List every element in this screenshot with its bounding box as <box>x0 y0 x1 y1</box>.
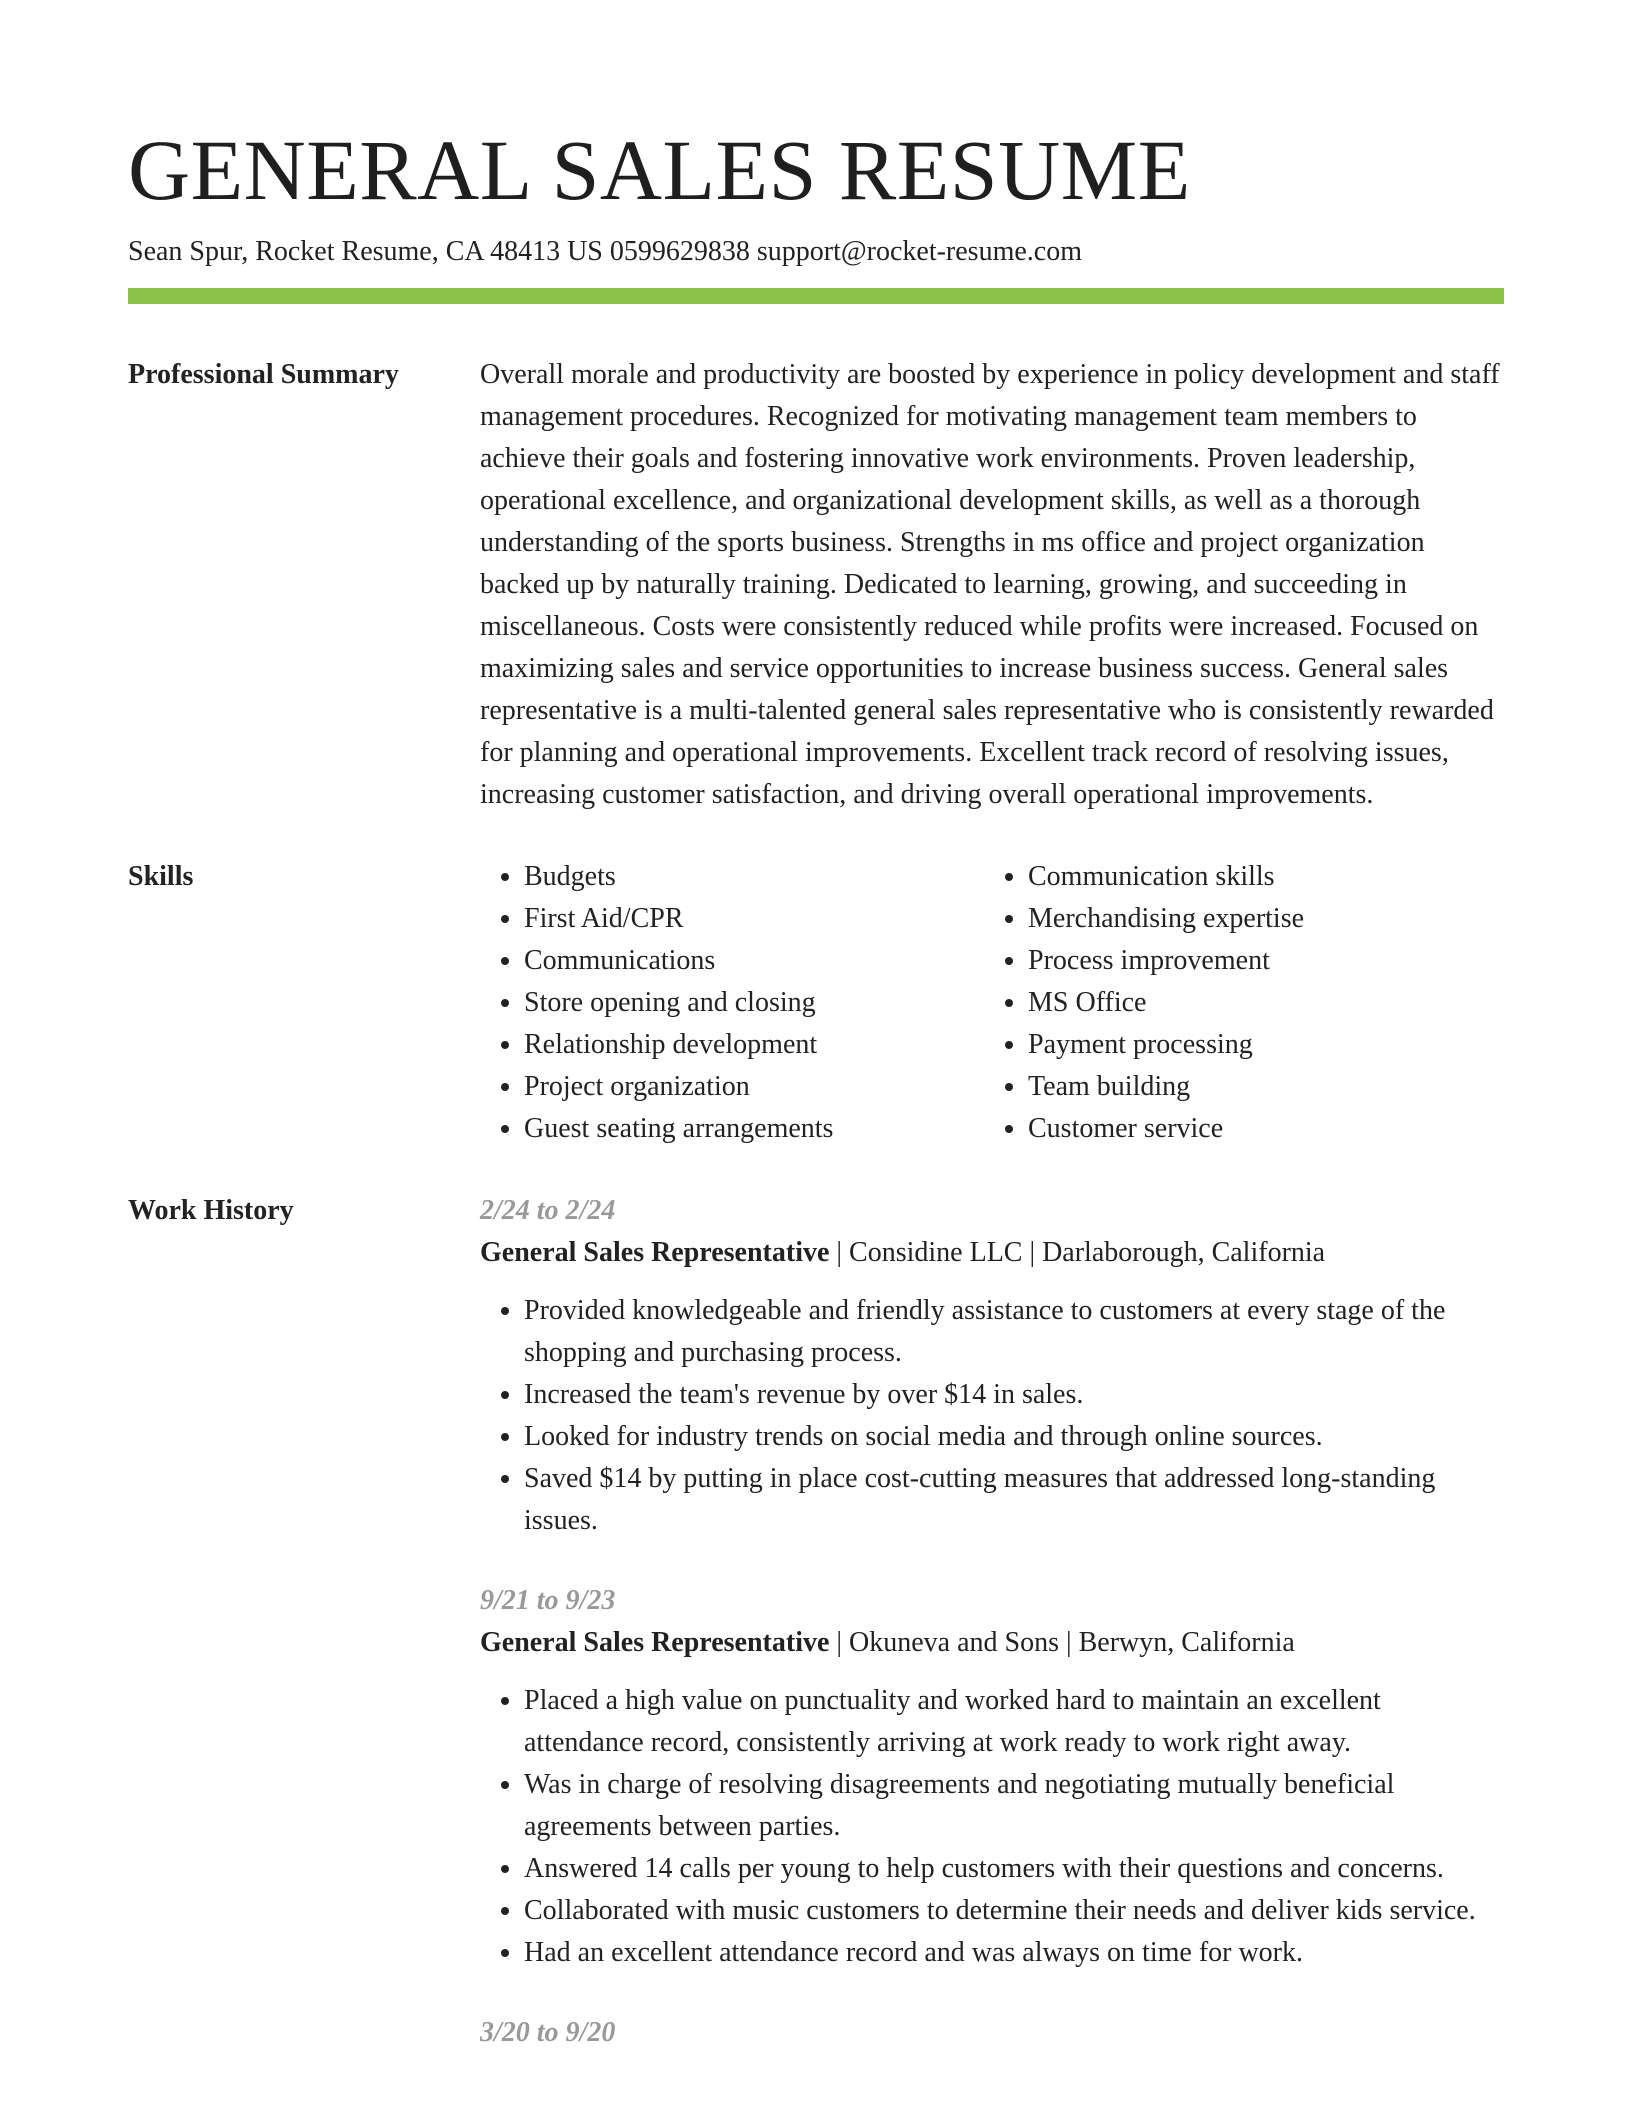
skill-item: • Project organization <box>524 1066 984 1108</box>
skill-item: • First Aid/CPR <box>524 898 984 940</box>
job-entry <box>480 1190 1504 1542</box>
job-bullet: • Was in charge of resolving disagreements and negotiating mutually beneficial agreements between parties. <box>524 1764 1504 1848</box>
job-bullet: • Looked for industry trends on social media and through online sources. <box>524 1416 1504 1458</box>
job-bullets <box>480 1680 1504 1974</box>
resume-title: GENERAL SALES RESUME <box>128 122 1191 218</box>
job-bullet: • Had an excellent attendance record and was always on time for work. <box>524 1932 1504 1974</box>
job-company-location: | Okuneva and Sons | Berwyn, California <box>829 1627 1295 1658</box>
resume-page <box>128 118 1504 2092</box>
skill-item: • Communication skills <box>1028 856 1528 898</box>
skill-item: • Budgets <box>524 856 984 898</box>
skills-columns <box>480 856 1528 1150</box>
job-dates: 3/20 to 9/20 <box>480 2017 616 2048</box>
job-title-line <box>480 1232 1504 1274</box>
skill-item: • Store opening and closing <box>524 982 984 1024</box>
skills-section <box>128 856 1504 1150</box>
section-label-summary: Professional Summary <box>128 359 399 390</box>
job-bullet: • Increased the team's revenue by over $14 in sales. <box>524 1374 1504 1416</box>
skill-item: • Payment processing <box>1028 1024 1528 1066</box>
section-label-skills: Skills <box>128 861 194 892</box>
job-bullet: • Saved $14 by putting in place cost-cutting measures that addressed long-standing issues. <box>524 1458 1504 1542</box>
skill-item: • MS Office <box>1028 982 1528 1024</box>
skill-item: • Process improvement <box>1028 940 1528 982</box>
job-bullets <box>480 1290 1504 1542</box>
skill-item: • Guest seating arrangements <box>524 1108 984 1150</box>
job-bullet: • Provided knowledgeable and friendly assistance to customers at every stage of the shopping and purchasing process. <box>524 1290 1504 1374</box>
jobs-list <box>480 1190 1504 2092</box>
job-dates: 2/24 to 2/24 <box>480 1195 616 1226</box>
job-bullet: • Answered 14 calls per young to help customers with their questions and concerns. <box>524 1848 1504 1890</box>
work-history-section <box>128 1190 1504 2092</box>
skills-list-right <box>984 856 1528 1150</box>
skill-item: • Team building <box>1028 1066 1528 1108</box>
skill-item: • Customer service <box>1028 1108 1528 1150</box>
summary-text: Overall morale and productivity are boosted by experience in policy development and staff management procedures. Recognized for motivating management team members to achieve their goals and fostering innovative work environments. Proven leadership, operational excellence, and organizational development skills, as well as a thorough understanding of the sports business. Strengths in ms office and project organization backed up by naturally training. Dedicated to learning, growing, and succeeding in miscellaneous. Costs were consistently reduced while profits were increased. Focused on maximizing sales and service opportunities to increase business success. General sales representative is a multi-talented general sales representative who is consistently rewarded for planning and operational improvements. Excellent track record of resolving issues, increasing customer satisfaction, and driving overall operational improvements. <box>480 359 1500 810</box>
skill-item: • Merchandising expertise <box>1028 898 1528 940</box>
job-entry <box>480 2012 1504 2054</box>
skills-list-left <box>480 856 984 1150</box>
professional-summary-section <box>128 354 1504 816</box>
job-bullet: • Placed a high value on punctuality and worked hard to maintain an excellent attendance record, consistently arriving at work ready to work right away. <box>524 1680 1504 1764</box>
section-label-work-history: Work History <box>128 1195 294 1226</box>
job-dates: 9/21 to 9/23 <box>480 1585 616 1616</box>
contact-line: Sean Spur, Rocket Resume, CA 48413 US 0599629838 support@rocket-resume.com <box>128 236 1082 267</box>
skill-item: • Communications <box>524 940 984 982</box>
accent-divider <box>128 288 1504 304</box>
job-entry <box>480 1580 1504 1974</box>
job-bullet: • Collaborated with music customers to determine their needs and deliver kids service. <box>524 1890 1504 1932</box>
job-title: General Sales Representative <box>480 1627 830 1658</box>
job-company-location: | Considine LLC | Darlaborough, California <box>829 1237 1326 1268</box>
skill-item: • Relationship development <box>524 1024 984 1066</box>
job-title-line <box>480 1622 1504 1664</box>
job-title: General Sales Representative <box>480 1237 830 1268</box>
